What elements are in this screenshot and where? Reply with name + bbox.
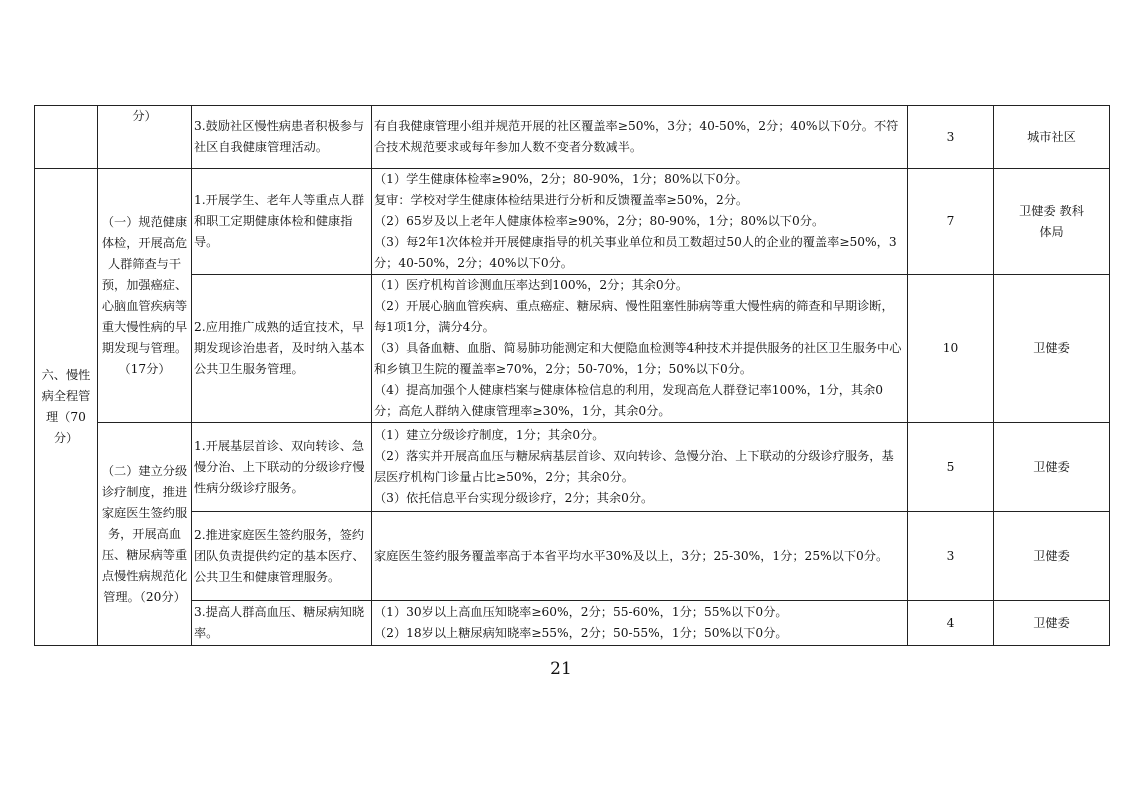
standard-line: （3）具备血糖、血脂、简易肺功能测定和大便隐血检测等4种技术并提供服务的社区卫生服务中心和乡镇卫生院的覆盖率≥70%，2分；50-70%，1分；50%以下0分。 (374, 341, 902, 376)
table-row (35, 275, 1110, 423)
item-cell: 2.应用推广成熟的适宜技术，早期发现诊治患者，及时纳入基本公共卫生服务管理。 (192, 275, 372, 423)
item-cell: 1.开展基层首诊、双向转诊、急慢分治、上下联动的分级诊疗慢性病分级诊疗服务。 (192, 423, 372, 512)
evaluation-table (34, 105, 1110, 646)
dept-cell: 卫健委 (994, 423, 1110, 512)
score-cell: 10 (908, 275, 994, 423)
dept-cell: 城市社区 (994, 106, 1110, 169)
item-cell: 3.提高人群高血压、糖尿病知晓率。 (192, 601, 372, 646)
standards-cell (372, 423, 908, 512)
table-row (35, 106, 1110, 169)
standards-cell (372, 106, 908, 169)
subcategory-cell: （二）建立分级诊疗制度，推进家庭医生签约服务，开展高血压、糖尿病等重点慢性病规范化管理。（20分） (98, 423, 192, 646)
score-cell: 4 (908, 601, 994, 646)
dept-cell: 卫健委 (994, 512, 1110, 601)
page-number: 21 (550, 659, 572, 679)
score-cell: 3 (908, 512, 994, 601)
category-cell: 六、慢性病全程管理（70分） (35, 169, 98, 646)
standard-line: （3）依托信息平台实现分级诊疗，2分；其余0分。 (374, 491, 654, 505)
standard-line: （1）学生健康体检率≥90%，2分；80-90%，1分；80%以下0分。 (374, 172, 748, 186)
standard-line: （1）30岁以上高血压知晓率≥60%，2分；55-60%，1分；55%以下0分。 (374, 605, 788, 619)
standard-line: （4）提高加强个人健康档案与健康体检信息的利用，发现高危人群登记率100%，1分，其余0分；高危人群纳入健康管理率≥30%，1分，其余0分。 (374, 383, 884, 418)
standards-cell (372, 512, 908, 601)
standards-cell (372, 169, 908, 275)
standards-cell (372, 601, 908, 646)
score-cell: 5 (908, 423, 994, 512)
standard-line: （2）落实并开展高血压与糖尿病基层首诊、双向转诊、急慢分治、上下联动的分级诊疗服务，基层医疗机构门诊量占比≥50%，2分；其余0分。 (374, 449, 894, 484)
standard-line: （3）每2年1次体检并开展健康指导的机关事业单位和员工数超过50人的企业的覆盖率≥50%，3分；40-50%，2分；40%以下0分。 (374, 235, 897, 270)
standard-line: （2）65岁及以上老年人健康体检率≥90%，2分；80-90%，1分；80%以下0分。 (374, 214, 825, 228)
standard-line: （2）18岁以上糖尿病知晓率≥55%，2分；50-55%，1分；50%以下0分。 (374, 626, 788, 640)
table-row (35, 169, 1110, 275)
item-cell: 3.鼓励社区慢性病患者积极参与社区自我健康管理活动。 (192, 106, 372, 169)
item-cell: 1.开展学生、老年人等重点人群和职工定期健康体检和健康指导。 (192, 169, 372, 275)
standard-line: （1）医疗机构首诊测血压率达到100%，2分；其余0分。 (374, 278, 689, 292)
table-row (35, 423, 1110, 512)
standard-line: （1）建立分级诊疗制度，1分；其余0分。 (374, 428, 605, 442)
standards-cell (372, 275, 908, 423)
dept-cell: 卫健委 (994, 601, 1110, 646)
standard-line: 家庭医生签约服务覆盖率高于本省平均水平30%及以上，3分；25-30%，1分；25%以下0分。 (374, 548, 889, 563)
standard-line: 复审：学校对学生健康体检结果进行分析和反馈覆盖率≥50%，2分。 (374, 193, 749, 207)
standard-line: （2）开展心脑血管疾病、重点癌症、糖尿病、慢性阻塞性肺病等重大慢性病的筛查和早期诊断，每1项1分，满分4分。 (374, 299, 894, 334)
table-row (35, 601, 1110, 646)
table-row (35, 512, 1110, 601)
score-cell: 3 (908, 106, 994, 169)
item-cell: 2.推进家庭医生签约服务，签约团队负责提供约定的基本医疗、公共卫生和健康管理服务。 (192, 512, 372, 601)
dept-cell: 卫健委 教科体局 (994, 169, 1110, 275)
dept-cell: 卫健委 (994, 275, 1110, 423)
category-cell (35, 106, 98, 169)
subcategory-cell: 分） (98, 106, 192, 169)
score-cell: 7 (908, 169, 994, 275)
subcategory-cell: （一）规范健康体检，开展高危人群筛查与干预，加强癌症、心脑血管疾病等重大慢性病的早期发现与管理。（17分） (98, 169, 192, 423)
standard-line: 有自我健康管理小组并规范开展的社区覆盖率≥50%，3分；40-50%，2分；40%以下0分。不符合技术规范要求或每年参加人数不变者分数减半。 (374, 119, 899, 154)
